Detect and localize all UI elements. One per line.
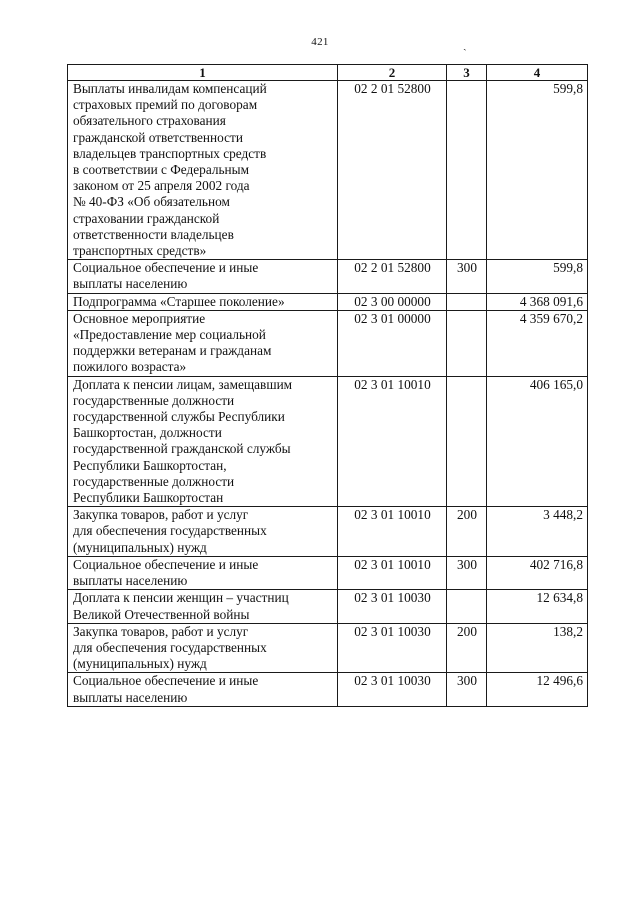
row-name: Выплаты инвалидам компенсаций страховых премий по договорам обязательного страхования гражданской ответственности владельцев транспортных средств в соответствии с Федеральным законом от 25 апреля 2002 года № 40-ФЗ «Об обязательном страховании гражданской ответственности владельцев транспортных средств» xyxy=(68,81,338,260)
row-type xyxy=(447,310,487,376)
row-name: Основное мероприятие «Предоставление мер социальной поддержки ветеранам и гражданам пожилого возраста» xyxy=(68,310,338,376)
row-type: 300 xyxy=(447,260,487,293)
row-type xyxy=(447,293,487,310)
column-header-3: 3 xyxy=(447,65,487,81)
row-code: 02 3 01 10030 xyxy=(338,623,447,673)
row-code: 02 3 01 10010 xyxy=(338,556,447,589)
table-body xyxy=(68,81,588,707)
table-row xyxy=(68,590,588,623)
row-type: 300 xyxy=(447,556,487,589)
table-row xyxy=(68,556,588,589)
row-type xyxy=(447,376,487,507)
row-name: Подпрограмма «Старшее поколение» xyxy=(68,293,338,310)
column-header-4: 4 xyxy=(487,65,588,81)
table-row xyxy=(68,673,588,706)
row-code: 02 2 01 52800 xyxy=(338,81,447,260)
row-amount: 599,8 xyxy=(487,81,588,260)
row-code: 02 3 01 10030 xyxy=(338,590,447,623)
column-header-1: 1 xyxy=(68,65,338,81)
table-row xyxy=(68,376,588,507)
row-amount: 402 716,8 xyxy=(487,556,588,589)
column-header-2: 2 xyxy=(338,65,447,81)
row-amount: 599,8 xyxy=(487,260,588,293)
table-row xyxy=(68,260,588,293)
row-code: 02 2 01 52800 xyxy=(338,260,447,293)
row-name: Социальное обеспечение и иные выплаты населению xyxy=(68,556,338,589)
table-row xyxy=(68,310,588,376)
table-row xyxy=(68,623,588,673)
budget-table xyxy=(67,64,588,707)
row-code: 02 3 01 10010 xyxy=(338,507,447,557)
row-amount: 3 448,2 xyxy=(487,507,588,557)
row-type: 200 xyxy=(447,623,487,673)
row-name: Доплата к пенсии лицам, замещавшим государственные должности государственной службы Республики Башкортостан, должности государственной гражданской службы Республики Башкортостан, государственные должности Республики Башкортостан xyxy=(68,376,338,507)
row-code: 02 3 01 00000 xyxy=(338,310,447,376)
row-type xyxy=(447,590,487,623)
page-number: 421 xyxy=(311,36,329,48)
row-type xyxy=(447,81,487,260)
scan-mark: ˎ xyxy=(463,39,467,51)
row-amount: 12 496,6 xyxy=(487,673,588,706)
table-row xyxy=(68,507,588,557)
row-name: Социальное обеспечение и иные выплаты населению xyxy=(68,673,338,706)
row-amount: 406 165,0 xyxy=(487,376,588,507)
row-name: Закупка товаров, работ и услуг для обеспечения государственных (муниципальных) нужд xyxy=(68,623,338,673)
table-header-row xyxy=(68,65,588,81)
row-amount: 4 359 670,2 xyxy=(487,310,588,376)
row-amount: 138,2 xyxy=(487,623,588,673)
row-name: Социальное обеспечение и иные выплаты населению xyxy=(68,260,338,293)
row-code: 02 3 01 10030 xyxy=(338,673,447,706)
row-name: Доплата к пенсии женщин – участниц Великой Отечественной войны xyxy=(68,590,338,623)
table-row xyxy=(68,81,588,260)
row-type: 200 xyxy=(447,507,487,557)
row-type: 300 xyxy=(447,673,487,706)
row-amount: 12 634,8 xyxy=(487,590,588,623)
row-code: 02 3 00 00000 xyxy=(338,293,447,310)
row-code: 02 3 01 10010 xyxy=(338,376,447,507)
row-name: Закупка товаров, работ и услуг для обеспечения государственных (муниципальных) нужд xyxy=(68,507,338,557)
table-row xyxy=(68,293,588,310)
row-amount: 4 368 091,6 xyxy=(487,293,588,310)
